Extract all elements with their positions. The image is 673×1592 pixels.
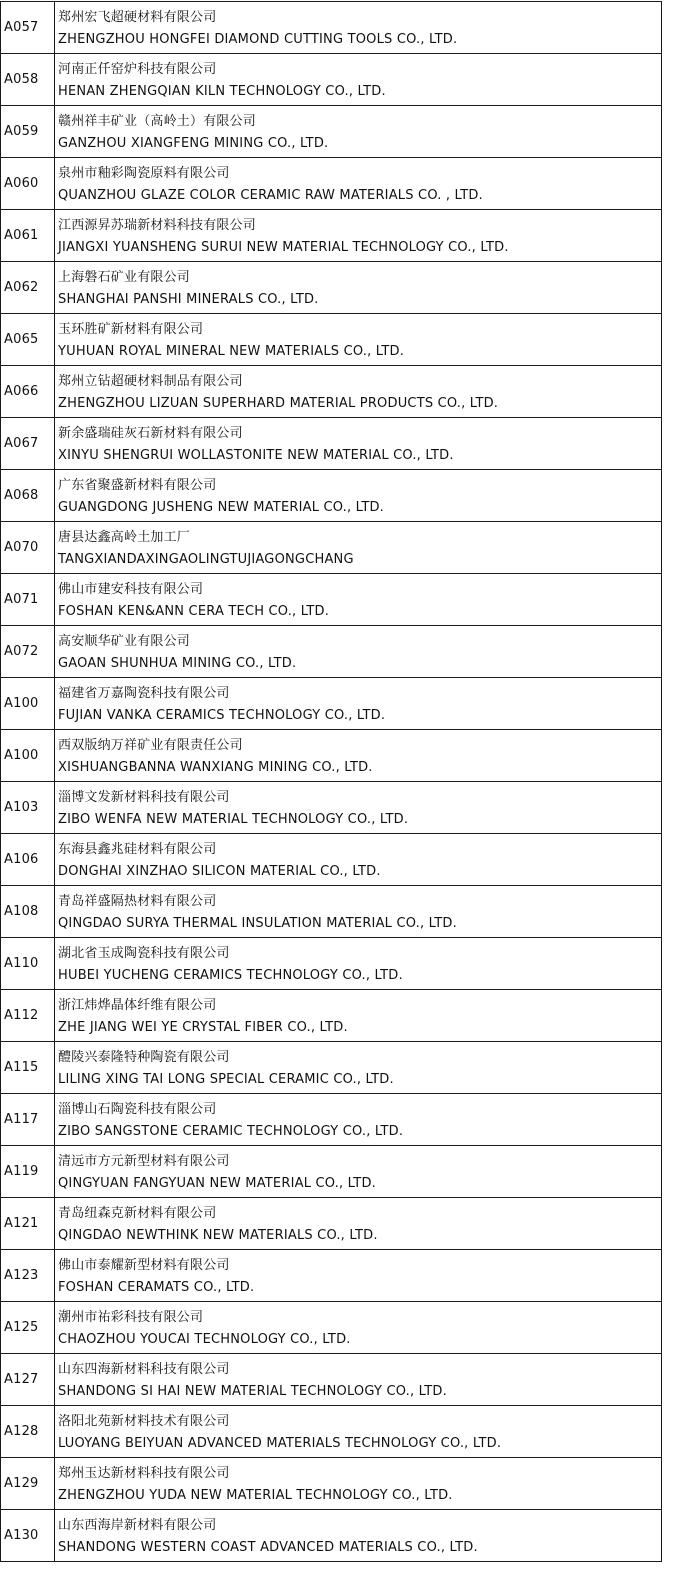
booth-number: A106 [1,834,55,886]
company-name-english: HENAN ZHENGQIAN KILN TECHNOLOGY CO., LTD. [58,83,386,99]
company-name-chinese: 东海县鑫兆硅材料有限公司 [58,841,217,857]
exhibitor-table-body [1,2,662,1562]
company-name-cell [55,886,662,938]
company-name-english: DONGHAI XINZHAO SILICON MATERIAL CO., LTD. [58,863,381,879]
company-name-chinese: 西双版纳万祥矿业有限责任公司 [58,737,243,753]
booth-number: A062 [1,262,55,314]
company-name-cell [55,626,662,678]
exhibitor-row [1,106,662,158]
exhibitor-table [0,1,662,1562]
company-name-chinese: 浙江炜烨晶体纤维有限公司 [58,997,217,1013]
company-name-english: QUANZHOU GLAZE COLOR CERAMIC RAW MATERIALS CO. , LTD. [58,187,483,203]
company-name-cell [55,366,662,418]
exhibitor-row [1,1302,662,1354]
company-name-chinese: 山东四海新材料科技有限公司 [58,1361,230,1377]
booth-number: A058 [1,54,55,106]
company-name-chinese: 赣州祥丰矿业（高岭土）有限公司 [58,113,257,129]
company-name-chinese: 青岛祥盛隔热材料有限公司 [58,893,217,909]
exhibitor-row [1,366,662,418]
exhibitor-row [1,158,662,210]
exhibitor-row [1,1094,662,1146]
booth-number: A121 [1,1198,55,1250]
company-name-english: CHAOZHOU YOUCAI TECHNOLOGY CO., LTD. [58,1331,351,1347]
company-name-english: LILING XING TAI LONG SPECIAL CERAMIC CO., LTD. [58,1071,394,1087]
company-name-english: ZHE JIANG WEI YE CRYSTAL FIBER CO., LTD. [58,1019,348,1035]
company-name-cell [55,106,662,158]
exhibitor-row [1,626,662,678]
company-name-english: GANZHOU XIANGFENG MINING CO., LTD. [58,135,329,151]
company-name-chinese: 醴陵兴泰隆特种陶瓷有限公司 [58,1049,230,1065]
company-name-english: QINGYUAN FANGYUAN NEW MATERIAL CO., LTD. [58,1175,376,1191]
company-name-cell [55,1406,662,1458]
booth-number: A103 [1,782,55,834]
company-name-cell [55,990,662,1042]
company-name-chinese: 淄博山石陶瓷科技有限公司 [58,1101,217,1117]
company-name-english: FUJIAN VANKA CERAMICS TECHNOLOGY CO., LTD. [58,707,386,723]
company-name-chinese: 郑州宏飞超硬材料有限公司 [58,9,217,25]
booth-number: A067 [1,418,55,470]
company-name-english: SHANDONG WESTERN COAST ADVANCED MATERIALS CO., LTD. [58,1539,478,1555]
company-name-chinese: 佛山市建安科技有限公司 [58,581,204,597]
booth-number: A130 [1,1510,55,1562]
company-name-cell [55,522,662,574]
company-name-chinese: 洛阳北苑新材料技术有限公司 [58,1413,230,1429]
company-name-chinese: 郑州立钻超硬材料制品有限公司 [58,373,243,389]
company-name-chinese: 江西源昇苏瑞新材料科技有限公司 [58,217,257,233]
company-name-english: ZIBO WENFA NEW MATERIAL TECHNOLOGY CO., LTD. [58,811,409,827]
company-name-cell [55,574,662,626]
company-name-cell [55,1354,662,1406]
company-name-chinese: 高安顺华矿业有限公司 [58,633,191,649]
company-name-english: YUHUAN ROYAL MINERAL NEW MATERIALS CO., LTD. [58,343,405,359]
booth-number: A059 [1,106,55,158]
booth-number: A127 [1,1354,55,1406]
company-name-chinese: 河南正仟窑炉科技有限公司 [58,61,217,77]
company-name-english: FOSHAN CERAMATS CO., LTD. [58,1279,255,1295]
booth-number: A108 [1,886,55,938]
company-name-english: ZHENGZHOU HONGFEI DIAMOND CUTTING TOOLS CO., LTD. [58,31,458,47]
company-name-cell [55,314,662,366]
company-name-english: SHANDONG SI HAI NEW MATERIAL TECHNOLOGY CO., LTD. [58,1383,447,1399]
exhibitor-row [1,730,662,782]
exhibitor-row [1,782,662,834]
exhibitor-row [1,522,662,574]
company-name-cell [55,1198,662,1250]
booth-number: A119 [1,1146,55,1198]
company-name-cell [55,54,662,106]
exhibitor-row [1,1198,662,1250]
exhibitor-row [1,54,662,106]
booth-number: A100 [1,730,55,782]
company-name-chinese: 清远市方元新型材料有限公司 [58,1153,230,1169]
exhibitor-row [1,990,662,1042]
exhibitor-row [1,262,662,314]
company-name-chinese: 湖北省玉成陶瓷科技有限公司 [58,945,230,961]
exhibitor-row [1,1406,662,1458]
company-name-cell [55,1042,662,1094]
exhibitor-row [1,938,662,990]
company-name-cell [55,1146,662,1198]
company-name-cell [55,210,662,262]
booth-number: A125 [1,1302,55,1354]
company-name-cell [55,1250,662,1302]
exhibitor-row [1,574,662,626]
exhibitor-row [1,834,662,886]
company-name-cell [55,470,662,522]
company-name-cell [55,1302,662,1354]
company-name-chinese: 山东西海岸新材料有限公司 [58,1517,217,1533]
exhibitor-row [1,1146,662,1198]
company-name-cell [55,418,662,470]
company-name-cell [55,1094,662,1146]
booth-number: A060 [1,158,55,210]
booth-number: A065 [1,314,55,366]
booth-number: A066 [1,366,55,418]
company-name-cell [55,2,662,54]
company-name-chinese: 玉环胜矿新材料有限公司 [58,321,204,337]
booth-number: A110 [1,938,55,990]
company-name-english: QINGDAO SURYA THERMAL INSULATION MATERIAL CO., LTD. [58,915,457,931]
company-name-cell [55,678,662,730]
exhibitor-row [1,2,662,54]
company-name-chinese: 郑州玉达新材料科技有限公司 [58,1465,230,1481]
company-name-chinese: 潮州市祐彩科技有限公司 [58,1309,204,1325]
company-name-cell [55,782,662,834]
company-name-english: GUANGDONG JUSHENG NEW MATERIAL CO., LTD. [58,499,385,515]
company-name-chinese: 青岛纽森克新材料有限公司 [58,1205,217,1221]
company-name-chinese: 上海磐石矿业有限公司 [58,269,191,285]
company-name-english: XINYU SHENGRUI WOLLASTONITE NEW MATERIAL CO., LTD. [58,447,454,463]
company-name-chinese: 佛山市泰耀新型材料有限公司 [58,1257,230,1273]
company-name-chinese: 福建省万嘉陶瓷科技有限公司 [58,685,230,701]
exhibitor-row [1,210,662,262]
booth-number: A123 [1,1250,55,1302]
booth-number: A115 [1,1042,55,1094]
company-name-chinese: 淄博文发新材料科技有限公司 [58,789,230,805]
exhibitor-row [1,418,662,470]
exhibitor-row [1,886,662,938]
company-name-english: SHANGHAI PANSHI MINERALS CO., LTD. [58,291,319,307]
booth-number: A057 [1,2,55,54]
company-name-english: ZHENGZHOU LIZUAN SUPERHARD MATERIAL PRODUCTS CO., LTD. [58,395,499,411]
company-name-cell [55,1458,662,1510]
booth-number: A061 [1,210,55,262]
booth-number: A072 [1,626,55,678]
company-name-chinese: 广东省聚盛新材料有限公司 [58,477,217,493]
booth-number: A068 [1,470,55,522]
booth-number: A128 [1,1406,55,1458]
company-name-cell [55,262,662,314]
company-name-cell [55,158,662,210]
company-name-english: JIANGXI YUANSHENG SURUI NEW MATERIAL TECHNOLOGY CO., LTD. [58,239,509,255]
company-name-english: XISHUANGBANNA WANXIANG MINING CO., LTD. [58,759,373,775]
company-name-chinese: 泉州市釉彩陶瓷原料有限公司 [58,165,230,181]
exhibitor-row [1,678,662,730]
company-name-english: FOSHAN KEN&ANN CERA TECH CO., LTD. [58,603,330,619]
company-name-english: QINGDAO NEWTHINK NEW MATERIALS CO., LTD. [58,1227,378,1243]
booth-number: A071 [1,574,55,626]
exhibitor-row [1,1250,662,1302]
exhibitor-row [1,314,662,366]
exhibitor-row [1,1458,662,1510]
booth-number: A100 [1,678,55,730]
exhibitor-row [1,1354,662,1406]
company-name-english: ZHENGZHOU YUDA NEW MATERIAL TECHNOLOGY CO., LTD. [58,1487,453,1503]
company-name-chinese: 新余盛瑞硅灰石新材料有限公司 [58,425,243,441]
company-name-english: GAOAN SHUNHUA MINING CO., LTD. [58,655,297,671]
company-name-cell [55,730,662,782]
company-name-cell [55,938,662,990]
exhibitor-row [1,1510,662,1562]
company-name-english: TANGXIANDAXINGAOLINGTUJIAGONGCHANG [58,551,354,567]
exhibitor-row [1,470,662,522]
company-name-english: LUOYANG BEIYUAN ADVANCED MATERIALS TECHNOLOGY CO., LTD. [58,1435,502,1451]
booth-number: A129 [1,1458,55,1510]
booth-number: A112 [1,990,55,1042]
company-name-chinese: 唐县达鑫高岭土加工厂 [58,529,191,545]
company-name-cell [55,1510,662,1562]
booth-number: A070 [1,522,55,574]
company-name-english: ZIBO SANGSTONE CERAMIC TECHNOLOGY CO., LTD. [58,1123,404,1139]
company-name-english: HUBEI YUCHENG CERAMICS TECHNOLOGY CO., LTD. [58,967,403,983]
booth-number: A117 [1,1094,55,1146]
company-name-cell [55,834,662,886]
exhibitor-row [1,1042,662,1094]
